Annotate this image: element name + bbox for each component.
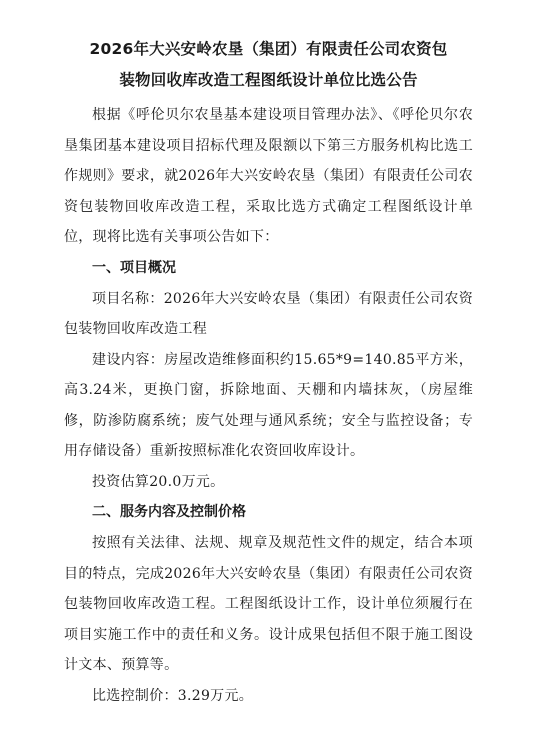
document-title [64, 34, 473, 96]
control-price-paragraph: 比选控制价：3.29万元。 [92, 687, 254, 704]
construction-content-paragraph: 建设内容：房屋改造维修面积约15.65*9=140.85平方米，高3.24米，更换门窗，拆除地面、天棚和内墙抹灰，（房屋维修，防渗防腐系统；废气处理与通风系统；安全与监控设备；专用存储设备）重新按照标准化农资回收库设计。 [64, 351, 473, 459]
service-content-paragraph: 按照有关法律、法规、规章及规范性文件的规定，结合本项目的特点，完成2026年大兴安岭农垦（集团）有限责任公司农资包装物回收库改造工程。工程图纸设计工作，设计单位须履行在项目实施工作中的责任和义务。设计成果包括但不限于施工图设计文本、预算等。 [64, 535, 473, 673]
project-name-paragraph: 项目名称：2026年大兴安岭农垦（集团）有限责任公司农资包装物回收库改造工程 [64, 290, 473, 337]
investment-paragraph: 投资估算20.0万元。 [92, 473, 225, 490]
section-heading-project-overview: 一、项目概况 [92, 259, 176, 276]
section-heading-service-content: 二、服务内容及控制价格 [92, 504, 246, 520]
title-line-2: 装物回收库改造工程图纸设计单位比选公告 [119, 71, 418, 89]
intro-paragraph: 根据《呼伦贝尔农垦基本建设项目管理办法》、《呼伦贝尔农垦集团基本建设项目招标代理及限额以下第三方服务机构比选工作规则》要求，就2026年大兴安岭农垦（集团）有限责任公司农资包装物回收库改造工程，采取比选方式确定工程图纸设计单位，现将比选有关事项公告如下： [64, 107, 473, 245]
title-line-1: 2026年大兴安岭农垦（集团）有限责任公司农资包 [89, 40, 448, 58]
